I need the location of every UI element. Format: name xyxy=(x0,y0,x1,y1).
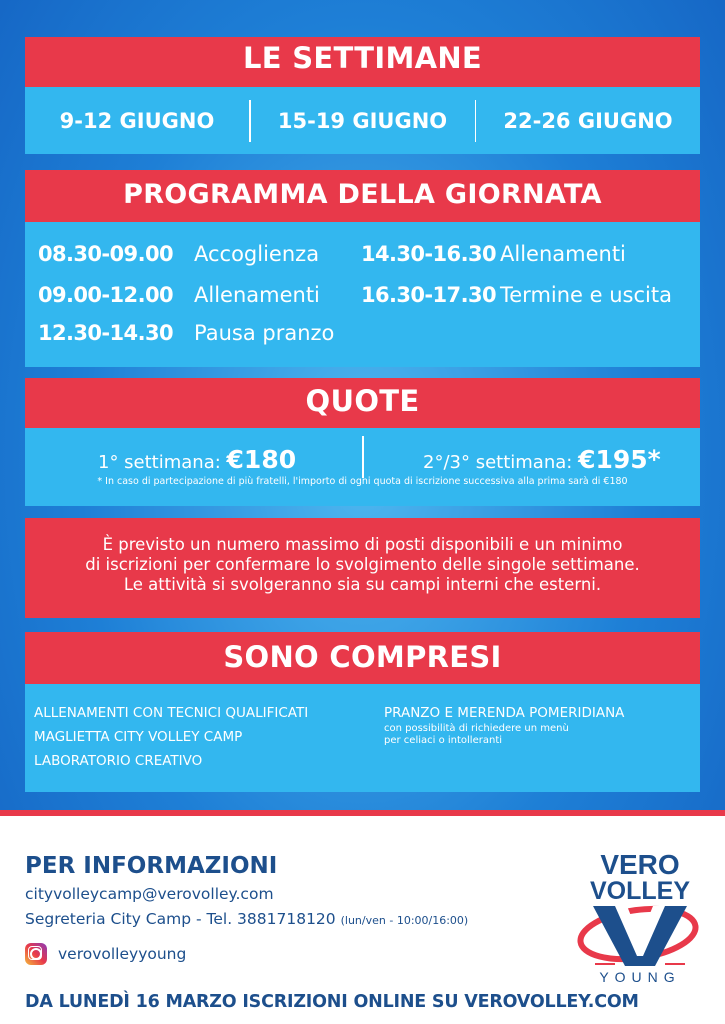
notice-line: È previsto un numero massimo di posti disponibili e un minimo xyxy=(102,535,623,554)
schedule-row xyxy=(38,321,173,345)
notice-box xyxy=(25,518,700,618)
program-body xyxy=(25,222,700,367)
included-item: LABORATORIO CREATIVO xyxy=(34,753,203,769)
schedule-activity: Termine e uscita xyxy=(500,283,672,307)
logo-vero: VERO xyxy=(600,849,680,880)
included-body xyxy=(25,684,700,792)
instagram-handle[interactable]: verovolleyyoung xyxy=(58,945,187,963)
quote-second-label: 2°/3° settimana: xyxy=(423,452,579,473)
week-item: 15-19 GIUGNO xyxy=(277,108,448,133)
included-item: MAGLIETTA CITY VOLLEY CAMP xyxy=(34,729,243,745)
included-subtext: con possibilità di richiedere un menù xyxy=(384,723,569,734)
schedule-row xyxy=(361,283,496,307)
weeks-list xyxy=(25,87,700,154)
schedule-time: 12.30-14.30 xyxy=(38,321,173,345)
schedule-activity: Allenamenti xyxy=(194,283,320,307)
schedule-activity: Allenamenti xyxy=(500,242,626,266)
included-header xyxy=(25,632,700,684)
schedule-activity: Pausa pranzo xyxy=(194,321,335,345)
notice-line: Le attività si svolgeranno sia su campi interni che esterni. xyxy=(123,575,602,594)
vero-volley-logo xyxy=(575,836,705,986)
program-title: PROGRAMMA DELLA GIORNATA xyxy=(123,179,602,210)
instagram-icon xyxy=(25,943,47,965)
schedule-time: 09.00-12.00 xyxy=(38,283,173,307)
quote-second-price: €195* xyxy=(578,445,661,474)
schedule-row xyxy=(361,242,496,266)
quote-header xyxy=(25,378,700,428)
schedule-time: 16.30-17.30 xyxy=(361,283,496,307)
weeks-header xyxy=(25,37,700,87)
schedule-row xyxy=(38,242,173,266)
info-hours: (lun/ven - 10:00/16:00) xyxy=(340,914,469,927)
info-email[interactable]: cityvolleycamp@verovolley.com xyxy=(25,885,274,903)
quote-second xyxy=(423,445,661,474)
included-item: ALLENAMENTI CON TECNICI QUALIFICATI xyxy=(34,705,309,721)
schedule-time: 14.30-16.30 xyxy=(361,242,496,266)
schedule-activity: Accoglienza xyxy=(194,242,320,266)
logo-young: YOUNG xyxy=(599,969,681,985)
registration-banner: DA LUNEDÌ 16 MARZO ISCRIZIONI ONLINE SU VEROVOLLEY.COM xyxy=(25,992,639,1012)
notice-line: di iscrizioni per confermare lo svolgimento delle singole settimane. xyxy=(85,555,640,574)
included-subtext: per celiaci o intolleranti xyxy=(384,735,503,746)
weeks-title: LE SETTIMANE xyxy=(242,41,483,75)
logo-volley: VOLLEY xyxy=(589,877,691,905)
footer xyxy=(0,810,725,1024)
info-phone-line xyxy=(25,910,468,928)
quote-body xyxy=(25,428,700,506)
quote-title: QUOTE xyxy=(305,384,420,418)
schedule-row xyxy=(38,283,173,307)
week-item: 22-26 GIUGNO xyxy=(503,108,673,133)
included-title: SONO COMPRESI xyxy=(223,640,502,674)
program-header xyxy=(25,170,700,222)
quote-first-label: 1° settimana: xyxy=(98,452,227,473)
divider xyxy=(362,436,364,478)
quote-first-price: €180 xyxy=(226,445,297,474)
included-item: PRANZO E MERENDA POMERIDIANA xyxy=(384,705,625,721)
quote-note: * In caso di partecipazione di più fratelli, l'importo di ogni quota di iscrizione successiva alla prima sarà di €180 xyxy=(97,476,628,487)
quote-first xyxy=(98,445,296,474)
info-title: PER INFORMAZIONI xyxy=(25,853,278,879)
info-phone: Segreteria City Camp - Tel. 3881718120 xyxy=(25,910,336,928)
week-item: 9-12 GIUGNO xyxy=(59,108,215,133)
schedule-time: 08.30-09.00 xyxy=(38,242,173,266)
